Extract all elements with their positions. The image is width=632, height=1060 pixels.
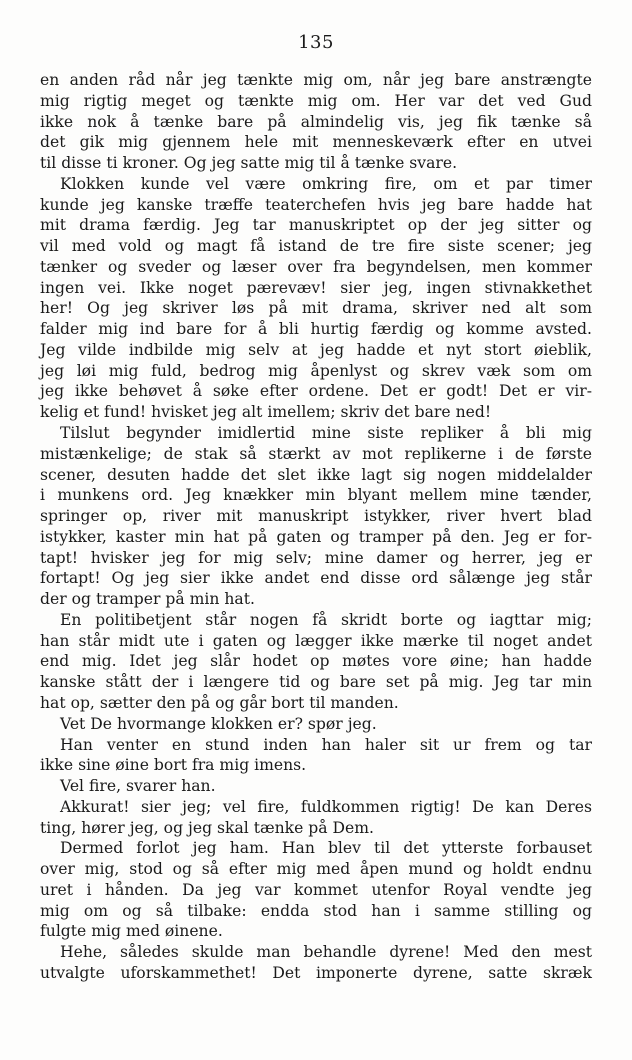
text-line: falder mig ind bare for å bli hurtig færdig og komme avsted. — [40, 320, 592, 339]
text-line: mig om og så tilbake: endda stod han i samme stilling og — [40, 901, 592, 920]
text-line: Klokken kunde vel være omkring fire, om et par timer — [60, 174, 592, 193]
text-line: Hehe, således skulde man behandle dyrene! Med den mest — [60, 943, 592, 962]
text-line: ingen vei. Ikke noget pærevæv! sier jeg, ingen stivnakkethet — [40, 278, 592, 297]
text-line: Vel fire, svarer han. — [60, 777, 216, 796]
text-line: ikke sine øine bort fra mig imens. — [40, 756, 307, 775]
text-line: utvalgte uforskammethet! Det imponerte dyrene, satte skræk — [40, 963, 592, 982]
page-number: 135 — [298, 32, 334, 53]
text-line: han står midt ute i gaten og lægger ikke mærke til noget andet — [40, 631, 592, 650]
text-line: ikke nok å tænke bare på almindelig vis, jeg fik tænke så — [40, 112, 592, 131]
text-line: springer op, river mit manuskript istykker, river hvert blad — [40, 507, 592, 526]
text-line: over mig, stod og så efter mig med åpen mund og holdt endnu — [40, 860, 592, 879]
text-line: her! Og jeg skriver løs på mit drama, skriver ned alt som — [40, 299, 592, 318]
text-line: tænker og sveder og læser over fra begyndelsen, men kommer — [40, 257, 592, 276]
text-line: Vet De hvormange klokken er? spør jeg. — [60, 714, 377, 733]
text-line: Han venter en stund inden han haler sit ur frem og tar — [60, 735, 592, 754]
text-line: mit drama færdig. Jeg tar manuskriptet op der jeg sitter og — [40, 216, 592, 235]
text-line: en anden råd når jeg tænkte mig om, når jeg bare anstrængte — [40, 71, 592, 89]
text-line: Tilslut begynder imidlertid mine siste repliker å bli mig — [60, 424, 592, 443]
text-line: Dermed forlot jeg ham. Han blev til det ytterste forbauset — [60, 839, 592, 858]
text-line: jeg ikke behøvet å søke efter ordene. Det er godt! Det er vir- — [40, 382, 592, 401]
text-line: det gik mig gjennem hele mit menneskeværk efter en utvei — [40, 133, 592, 152]
text-line: kunde jeg kanske træffe teaterchefen hvis jeg bare hadde hat — [40, 195, 592, 214]
text-line: til disse ti kroner. Og jeg satte mig til å tænke svare. — [40, 154, 458, 173]
text-line: fortapt! Og jeg sier ikke andet end disse ord sålænge jeg står — [40, 569, 592, 588]
text-line: kanske stått der i længere tid og bare set på mig. Jeg tar min — [40, 673, 592, 692]
text-line: fulgte mig med øinene. — [40, 922, 223, 941]
text-line: jeg løi mig fuld, bedrog mig åpenlyst og skrev væk som om — [40, 361, 592, 380]
text-line: En politibetjent står nogen få skridt borte og iagttar mig; — [60, 610, 592, 629]
text-line: scener, desuten hadde det slet ikke lagt sig nogen middelalder — [40, 465, 592, 484]
text-line: mig rigtig meget og tænkte mig om. Her var det ved Gud — [40, 91, 592, 110]
text-line: kelig et fund! hvisket jeg alt imellem; skriv det bare ned! — [40, 403, 492, 422]
text-line: Akkurat! sier jeg; vel fire, fuldkommen rigtig! De kan Deres — [60, 797, 592, 816]
text-line: uret i hånden. Da jeg var kommet utenfor Royal vendte jeg — [40, 880, 592, 899]
body-text — [40, 70, 592, 984]
text-line: ting, hører jeg, og jeg skal tænke på Dem. — [40, 818, 375, 837]
text-line: der og tramper på min hat. — [40, 590, 255, 609]
text-line: hat op, sætter den på og går bort til manden. — [40, 693, 399, 712]
text-line: end mig. Idet jeg slår hodet op møtes vore øine; han hadde — [40, 652, 592, 671]
text-line: Jeg vilde indbilde mig selv at jeg hadde et nyt stort øieblik, — [40, 340, 592, 359]
text-line: i munkens ord. Jeg knækker min blyant mellem mine tænder, — [40, 486, 592, 505]
text-line: vil med vold og magt få istand de tre fire siste scener; jeg — [40, 237, 592, 256]
text-line: istykker, kaster min hat på gaten og tramper på den. Jeg er for- — [40, 527, 592, 546]
text-line: mistænkelige; de stak så stærkt av mot replikerne i de første — [40, 444, 592, 463]
text-line: tapt! hvisker jeg for mig selv; mine damer og herrer, jeg er — [40, 548, 592, 567]
